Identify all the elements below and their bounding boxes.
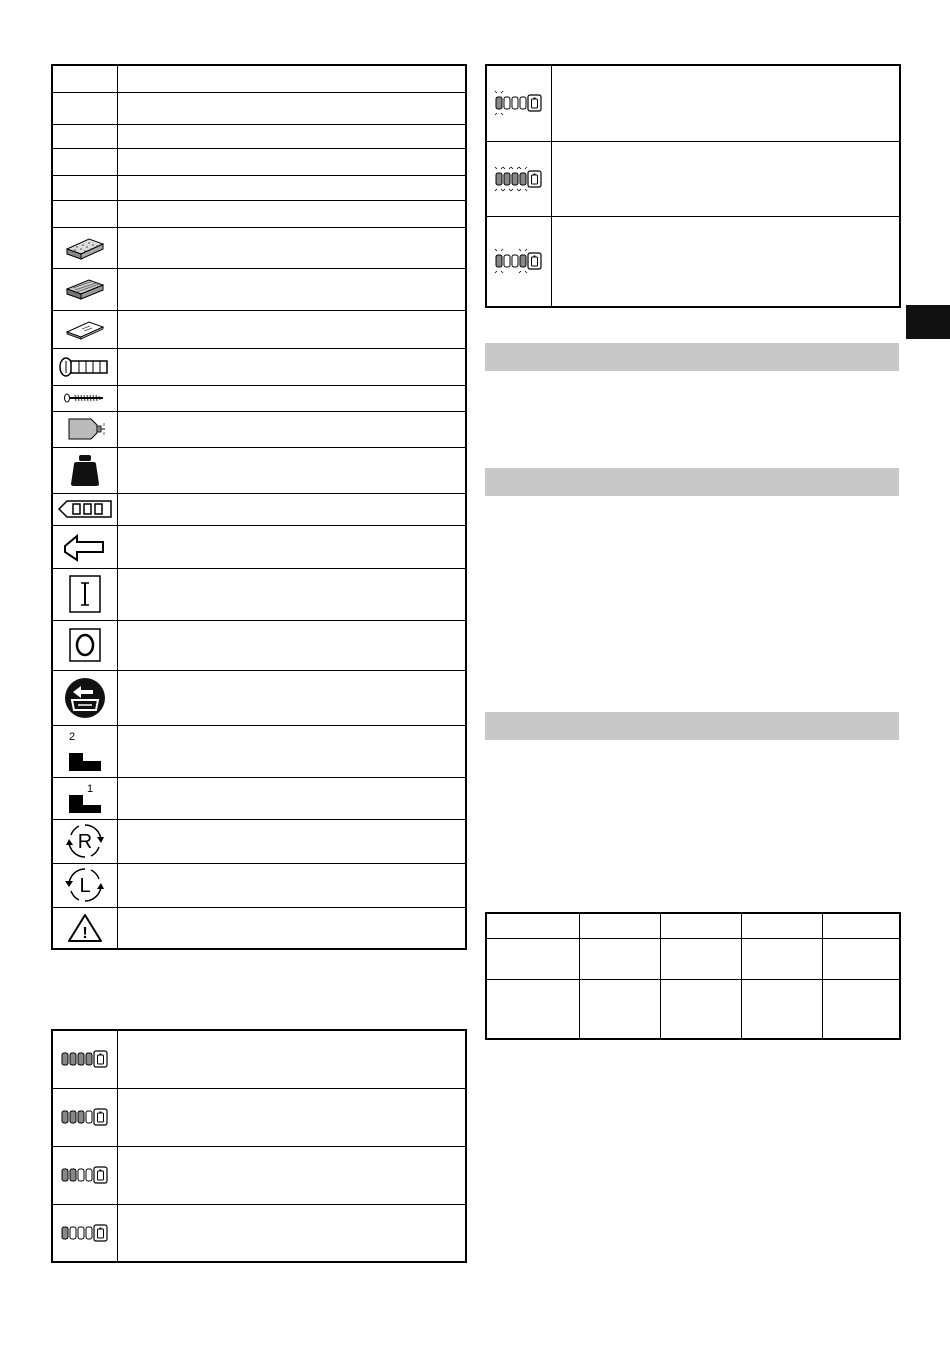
table-row <box>486 938 900 979</box>
battery-flash-table <box>485 64 901 308</box>
specs-table <box>485 912 901 1040</box>
symbol-row-2-icon <box>52 92 117 124</box>
symbol-row-4-icon <box>52 148 117 175</box>
symbol-row-3-icon <box>52 124 117 148</box>
gear-2-label: 2 <box>68 731 75 743</box>
wood-block-icon <box>52 227 117 268</box>
warning-icon <box>52 907 117 949</box>
symbols-table <box>51 64 467 950</box>
section-heading-bar-2 <box>485 468 899 496</box>
screw-icon <box>52 385 117 411</box>
drill-chuck-icon <box>52 411 117 447</box>
battery-bars-icon <box>52 493 117 525</box>
gear-2-icon <box>52 725 117 777</box>
table-row <box>486 979 900 1039</box>
battery-levels-table <box>51 1029 467 1263</box>
battery-level-3-icon <box>52 1088 117 1146</box>
table-row <box>486 913 900 938</box>
rotation-left-icon <box>52 863 117 907</box>
symbol-row-5-icon <box>52 175 117 200</box>
battery-level-2-icon <box>52 1146 117 1204</box>
page-tab-marker <box>906 305 950 339</box>
battery-level-1-icon <box>52 1204 117 1262</box>
rotation-left-label: L <box>79 875 91 897</box>
rotation-right-icon <box>52 819 117 863</box>
switch-off-icon <box>52 620 117 670</box>
gear-1-icon <box>52 777 117 819</box>
symbol-row-6-icon <box>52 200 117 227</box>
hammer-mode-icon <box>52 525 117 568</box>
warning-label: ! <box>82 924 88 942</box>
remove-battery-icon <box>52 670 117 725</box>
battery-level-4-icon <box>52 1030 117 1088</box>
rotation-right-label: R <box>77 831 92 853</box>
section-heading-bar-3 <box>485 712 899 740</box>
symbol-row-1-icon <box>52 65 117 92</box>
gear-1-label: 1 <box>86 783 93 795</box>
switch-on-icon <box>52 568 117 620</box>
bolt-icon <box>52 348 117 385</box>
section-heading-bar-1 <box>485 343 899 371</box>
wood-plank-icon <box>52 268 117 310</box>
battery-flash-first-last-icon <box>486 216 551 307</box>
battery-flash-first-icon <box>486 65 551 141</box>
weight-icon <box>52 447 117 493</box>
thin-sheet-icon <box>52 310 117 348</box>
battery-flash-all-icon <box>486 141 551 216</box>
